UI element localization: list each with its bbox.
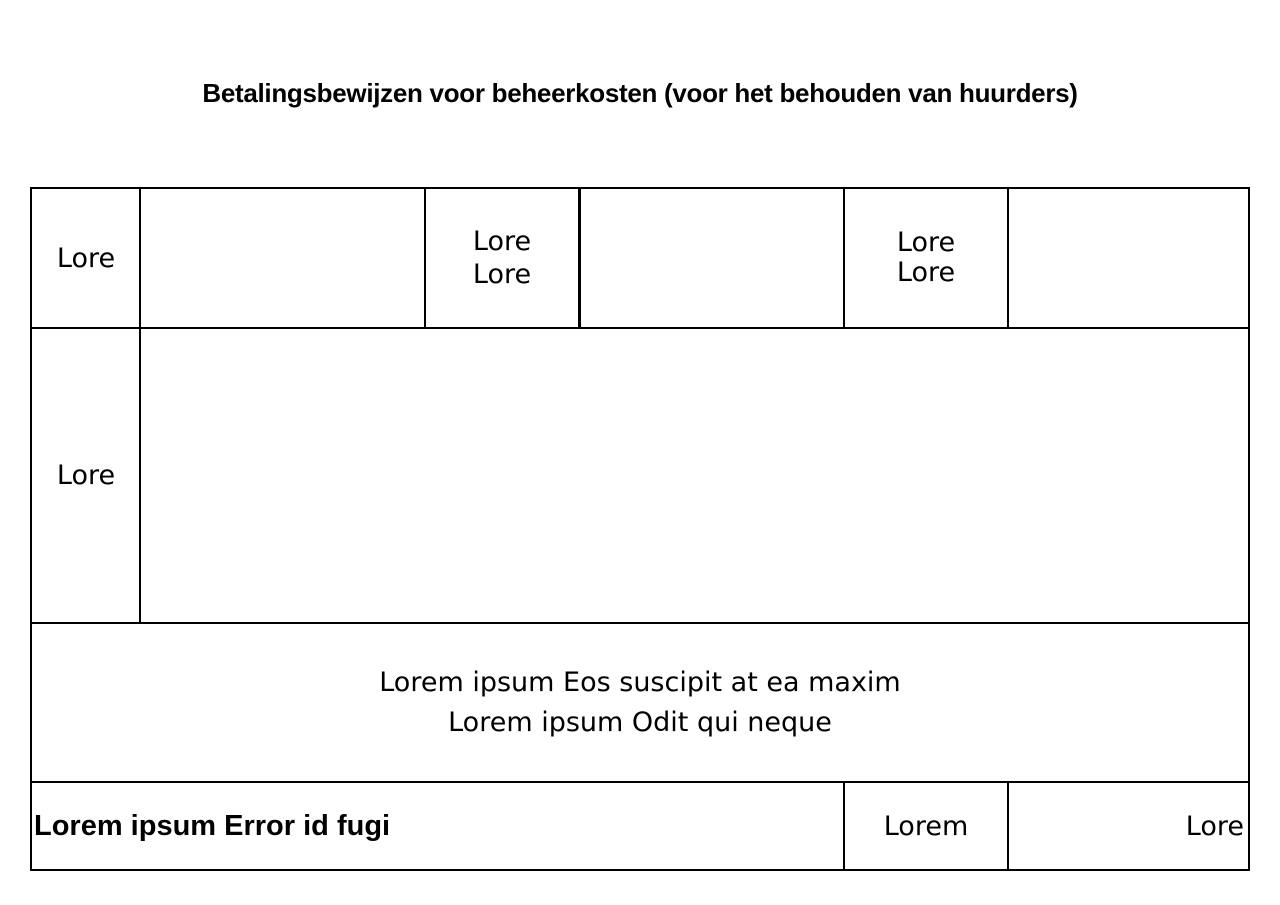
header-cell [845, 189, 1007, 327]
cell-text: Lore [472, 259, 532, 290]
footer-cell [845, 783, 1007, 869]
footer-label-cell [32, 783, 843, 869]
page-title: Betalingsbewijzen voor beheerkosten (voor het behouden van huurders) [202, 78, 1078, 108]
cell-text: Lore [56, 460, 116, 491]
content-cell [141, 329, 1248, 622]
empty-cell [141, 189, 424, 327]
header-cell [426, 189, 578, 327]
empty-cell [581, 189, 843, 327]
row-label-cell [32, 329, 140, 622]
cell-text: Lore [896, 227, 956, 258]
description-cell [32, 624, 1248, 781]
header-cell [32, 189, 140, 327]
cell-text: Lore [1185, 810, 1244, 842]
footer-cell [1009, 783, 1248, 869]
description-line-1: Lorem ipsum Eos suscipit at ea maxim [379, 666, 901, 698]
receipt-table [30, 187, 1250, 871]
cell-text: Lore [56, 242, 116, 274]
description-line-2: Lorem ipsum Odit qui neque [448, 706, 832, 738]
cell-text: Lorem [883, 810, 969, 842]
footer-label: Lorem ipsum Error id fugi [34, 809, 391, 842]
cell-text: Lore [472, 226, 532, 257]
empty-cell [1009, 189, 1248, 327]
cell-text: Lore [896, 257, 956, 288]
